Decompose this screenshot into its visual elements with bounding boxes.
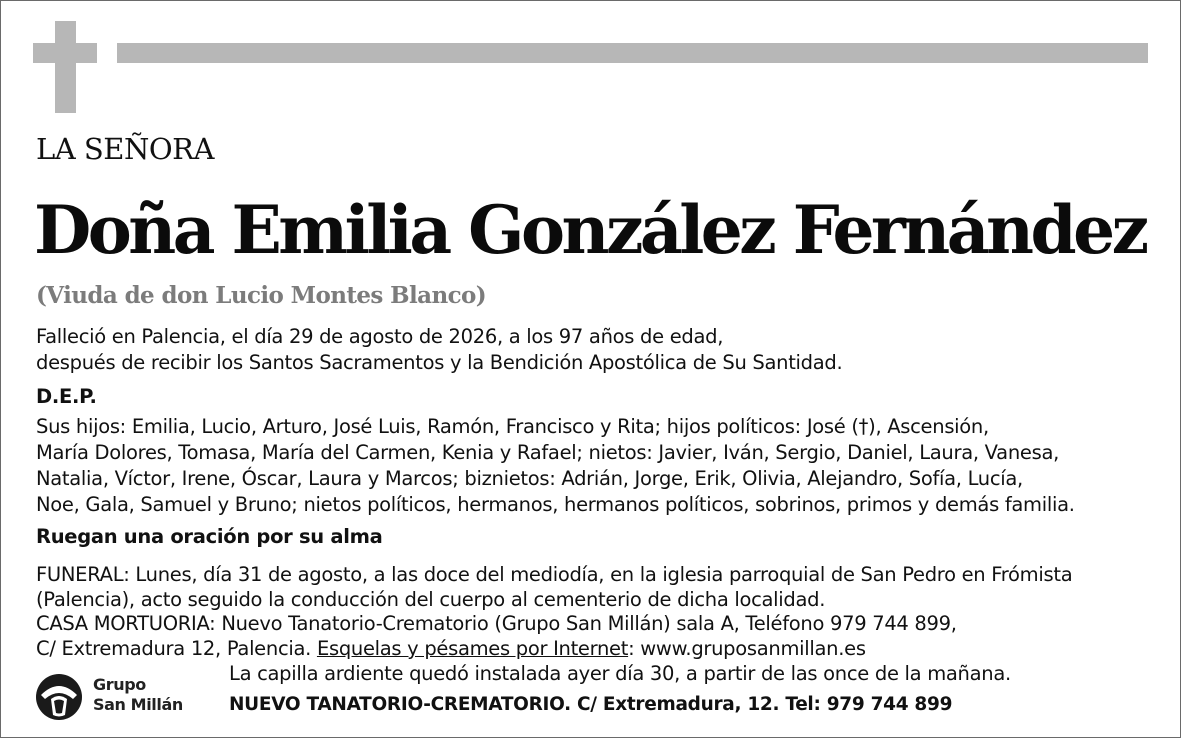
family-line-4: Noe, Gala, Samuel y Bruno; nietos políticos, hermanos, hermanos políticos, sobrinos, primos y demás familia. — [36, 493, 1075, 516]
widow-note: (Viuda de don Lucio Montes Blanco) — [36, 282, 486, 309]
funeral-line-2: (Palencia), acto seguido la conducción del cuerpo al cementerio de dicha localidad. — [36, 588, 826, 611]
logo-text-line-2: San Millán — [93, 695, 183, 714]
family-line-2: María Dolores, Tomasa, María del Carmen, Kenia y Rafael; nietos: Javier, Iván, Sergio, Daniel, Laura, Vanesa, — [36, 441, 1059, 464]
dep-label: D.E.P. — [36, 385, 97, 408]
prayer-request: Ruegan una oración por su alma — [36, 525, 383, 548]
death-line-2: después de recibir los Santos Sacramentos y la Bendición Apostólica de Su Santidad. — [36, 351, 843, 374]
san-millan-logo-icon — [35, 673, 83, 721]
funeral-line-1: FUNERAL: Lunes, día 31 de agosto, a las doce del mediodía, en la iglesia parroquial de San Pedro en Frómista — [36, 563, 1073, 586]
internet-condolences-link[interactable]: Esquelas y pésames por Internet — [316, 637, 629, 660]
chapel-note: La capilla ardiente quedó instalada ayer día 30, a partir de las once de la mañana. — [229, 662, 1011, 685]
address-text: C/ Extremadura 12, Palencia. — [36, 637, 317, 660]
family-line-1: Sus hijos: Emilia, Lucio, Arturo, José Luis, Ramón, Francisco y Rita; hijos políticos: José (†), Ascensión, — [36, 415, 989, 438]
company-logo — [35, 673, 185, 723]
family-line-3: Natalia, Víctor, Irene, Óscar, Laura y Marcos; biznietos: Adrián, Jorge, Erik, Olivia, Alejandro, Sofía, Lucía, — [36, 467, 1023, 490]
deceased-name: Doña Emilia González Fernández — [34, 191, 1146, 269]
logo-text-line-1: Grupo — [93, 675, 146, 694]
honorific-title: LA SEÑORA — [36, 132, 214, 166]
cross-icon — [55, 21, 76, 113]
header-divider — [117, 43, 1148, 63]
footer-address: NUEVO TANATORIO-CREMATORIO. C/ Extremadura, 12. Tel: 979 744 899 — [229, 694, 953, 715]
cross-icon-bar — [33, 43, 97, 63]
funeral-line-4 — [36, 636, 866, 662]
funeral-line-3: CASA MORTUORIA: Nuevo Tanatorio-Crematorio (Grupo San Millán) sala A, Teléfono 979 744 899, — [36, 612, 957, 635]
website-text: : www.gruposanmillan.es — [628, 637, 866, 660]
death-line-1: Falleció en Palencia, el día 29 de agosto de 2026, a los 97 años de edad, — [36, 325, 724, 348]
